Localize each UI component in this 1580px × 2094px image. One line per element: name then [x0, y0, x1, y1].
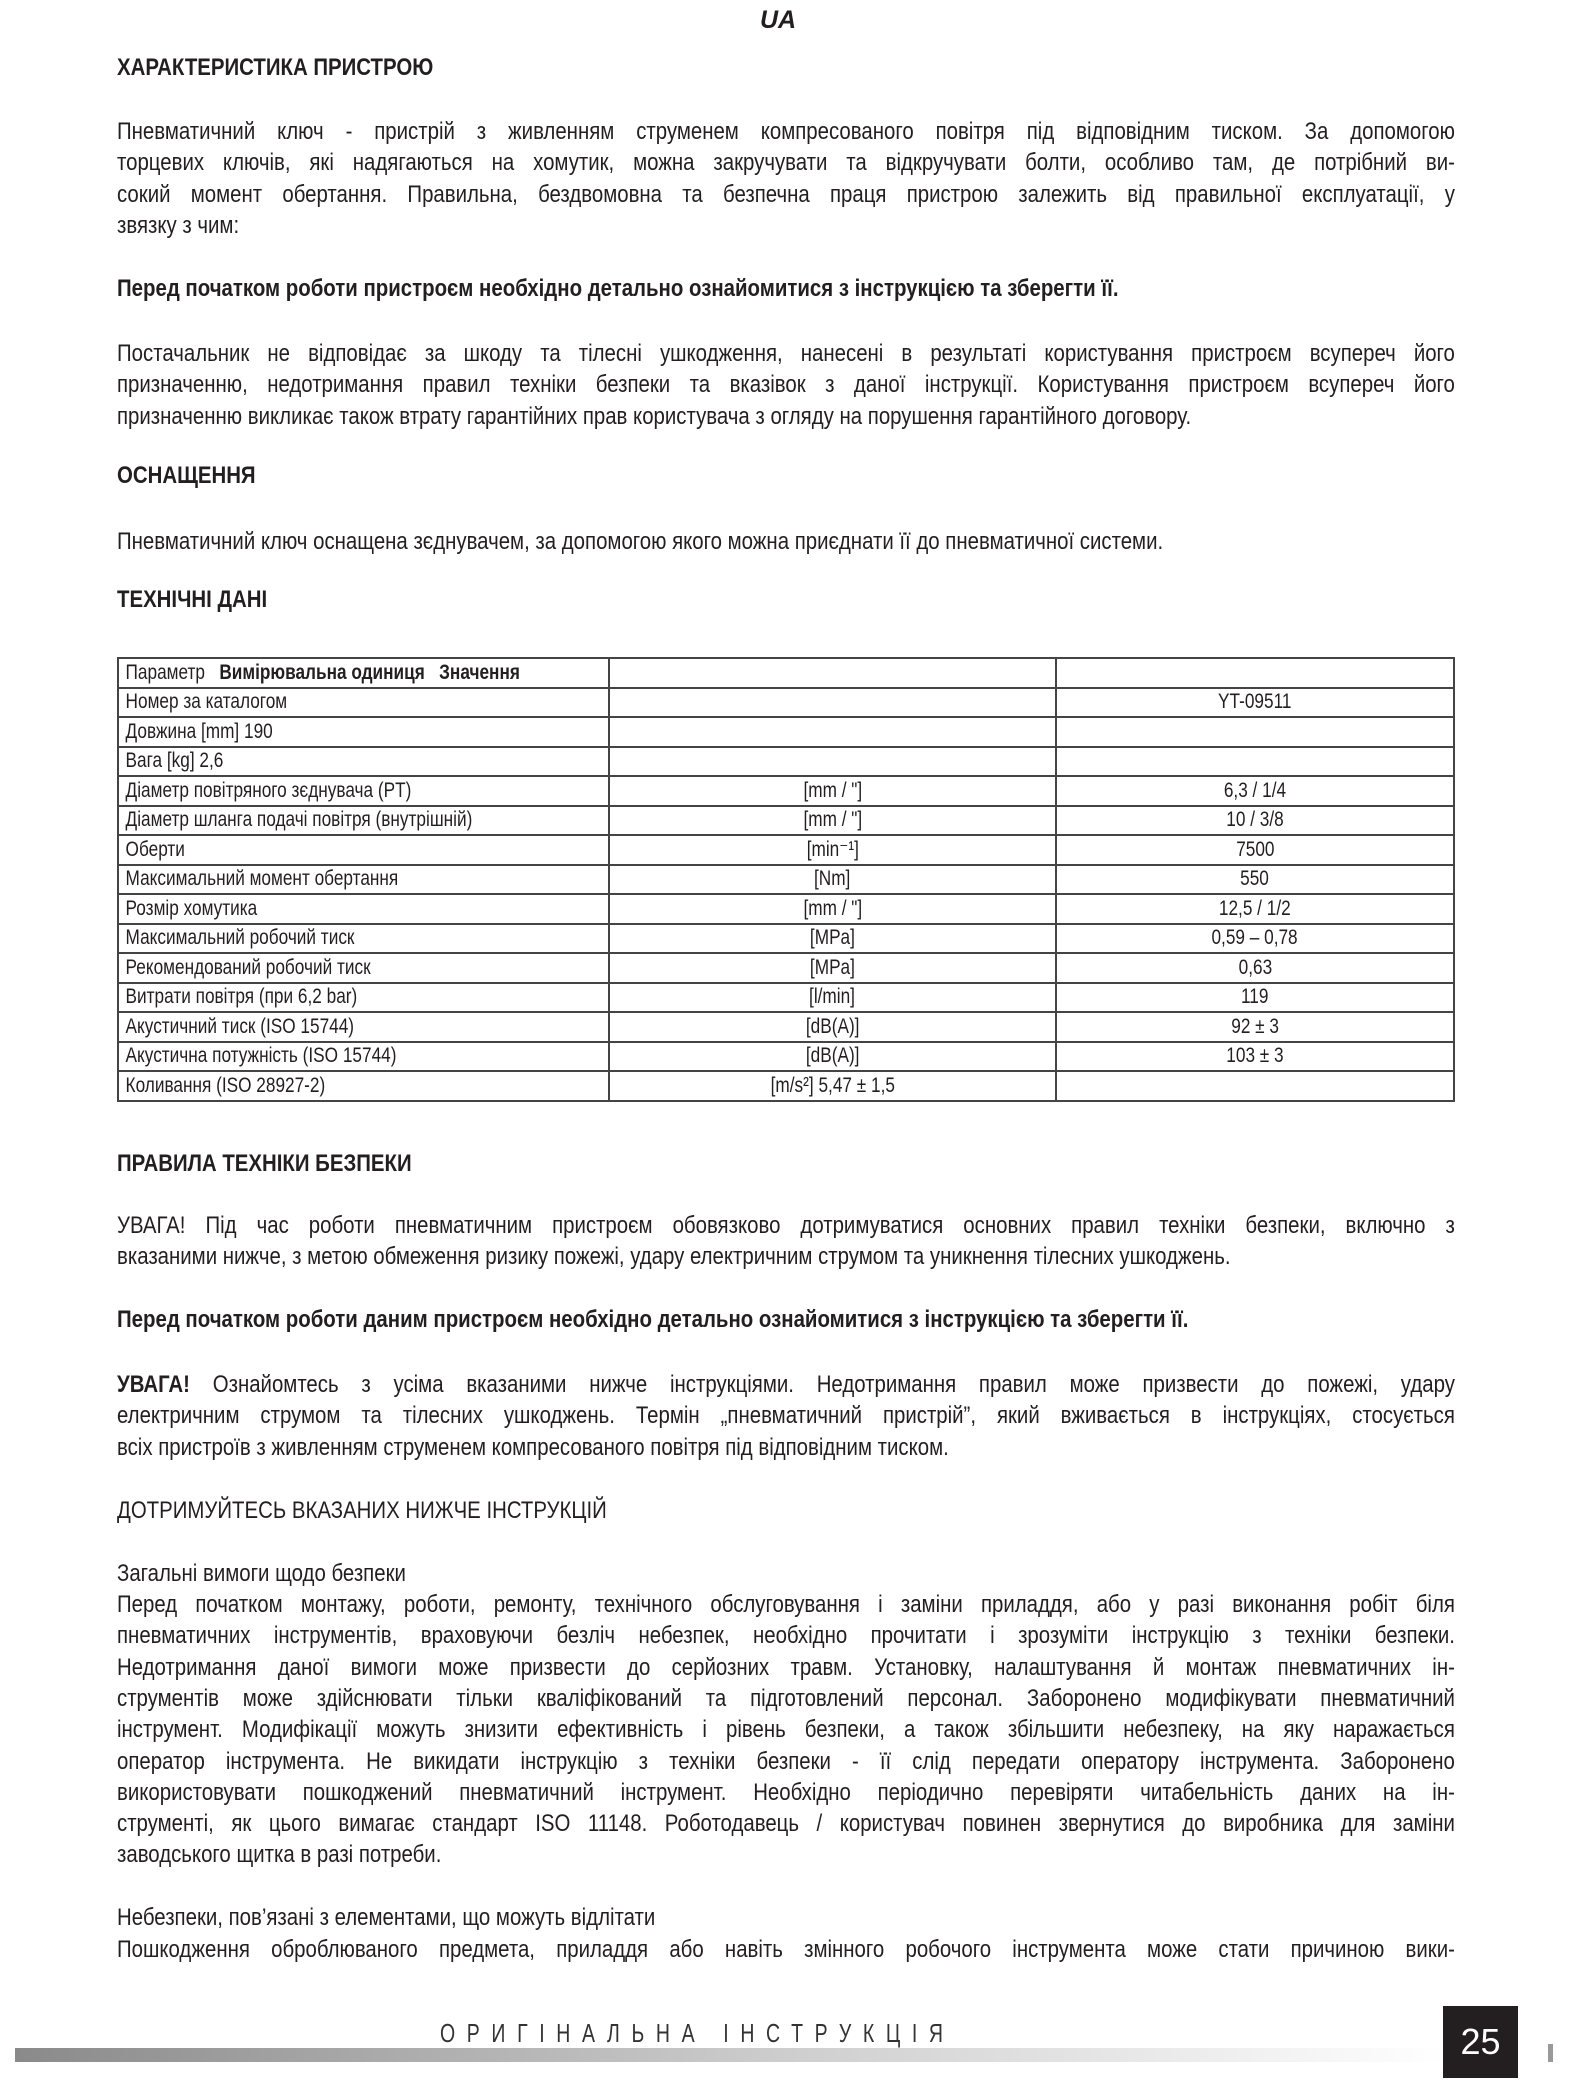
page-number: 25 — [1443, 2006, 1518, 2078]
value-cell — [1056, 865, 1454, 895]
header-value: Значення — [439, 660, 520, 684]
param-cell — [118, 688, 609, 718]
cell-text: 0,63 — [1238, 955, 1272, 979]
unit-cell — [609, 1071, 1056, 1101]
paragraph-line: Небезпеки, пов’язані з елементами, що можуть відлітати — [117, 1904, 656, 1931]
paragraph-line: Пошкодження оброблюваного предмета, приладдя або навіть змінного робочого інструмента може стати причиною вики- — [117, 1936, 1455, 1963]
cell-text: Вага [kg] 2,6 — [125, 749, 224, 773]
param-cell — [118, 776, 609, 806]
table-row — [118, 688, 1454, 718]
table-row — [118, 1012, 1454, 1042]
paragraph-line: Недотримання даної вимоги може призвести до серйозних травм. Установку, налаштування й монтаж пневматичних ін- — [117, 1653, 1455, 1681]
param-cell — [118, 894, 609, 924]
paragraph-line: УВАГА! Під час роботи пневматичним пристроєм обовязково дотримуватися основних правил техніки безпеки, включно з — [117, 1212, 1455, 1239]
unit-cell — [609, 983, 1056, 1013]
paragraph-line: Перед початком монтажу, роботи, ремонту, технічного обслуговування і заміни приладдя, або у разі виконання робіт біля — [117, 1591, 1455, 1618]
cell-text: [MPa] — [809, 926, 855, 950]
table-row — [118, 747, 1454, 777]
cell-text: [MPa] — [809, 955, 855, 979]
unit-cell — [609, 924, 1056, 954]
value-cell — [1056, 924, 1454, 954]
param-cell — [118, 1012, 609, 1042]
paragraph-line: ДОТРИМУЙТЕСЬ ВКАЗАНИХ НИЖЧЕ ІНСТРУКЦІЙ — [117, 1497, 607, 1524]
cell-text: Номер за каталогом — [125, 690, 288, 714]
unit-cell — [609, 835, 1056, 865]
paragraph-line: оператор інструмента. Не викидати інструкцію з техніки безпеки - її слід передати оператору інструмента. Заборонено — [117, 1747, 1455, 1775]
cell-text: Діаметр шланга подачі повітря (внутрішній) — [125, 808, 473, 832]
header-unit: Вимірювальна одиниця — [219, 660, 425, 684]
language-label: UA — [760, 6, 797, 34]
paragraph-line: торцевих ключів, які надягаються на хомутик, можна закручувати та відкручувати болти, особливо там, де потрібний ви- — [117, 149, 1455, 177]
paragraph-line: електричним струмом та тілесних ушкоджень. Термін „пневматичний пристрій”, який вживається в інструкціях, стосується — [117, 1402, 1455, 1430]
param-cell — [118, 924, 609, 954]
table-row — [118, 806, 1454, 836]
value-cell — [1056, 835, 1454, 865]
unit-cell — [609, 894, 1056, 924]
value-cell — [1056, 776, 1454, 806]
table-header-row — [118, 658, 1454, 688]
value-cell — [1056, 806, 1454, 836]
cell-text: [dB(A)] — [805, 1014, 860, 1038]
header-param: Параметр — [125, 660, 205, 684]
value-cell — [1056, 1042, 1454, 1072]
table-row — [118, 776, 1454, 806]
cell-text: Витрати повітря (при 6,2 bar) — [125, 985, 358, 1009]
table-row — [118, 717, 1454, 747]
unit-cell — [609, 806, 1056, 836]
cell-text: 12,5 / 1/2 — [1219, 896, 1291, 920]
bold-notice-line: Перед початком роботи даним пристроєм необхідно детально ознайомитися з інструкцією та зберегти її. — [117, 1306, 1189, 1333]
table-row — [118, 865, 1454, 895]
warning-lead: УВАГА! — [117, 1371, 190, 1398]
cell-text: [dB(A)] — [805, 1044, 860, 1068]
footer-title: ОРИГІНАЛЬНА ІНСТРУКЦІЯ — [440, 2018, 955, 2048]
param-cell — [118, 953, 609, 983]
table-row — [118, 924, 1454, 954]
cell-text: [mm / "] — [803, 778, 862, 802]
paragraph-line: Постачальник не відповідає за шкоду та тілесні ушкодження, нанесені в результаті користування пристроєм всупереч його — [117, 340, 1455, 367]
technical-data-table — [117, 657, 1455, 1102]
value-cell — [1056, 983, 1454, 1013]
edge-marker — [1548, 2044, 1553, 2062]
cell-text: Акустичний тиск (ISO 15744) — [125, 1014, 355, 1038]
cell-text: Довжина [mm] 190 — [125, 719, 273, 743]
unit-cell — [609, 1012, 1056, 1042]
param-cell — [118, 983, 609, 1013]
value-cell — [1056, 953, 1454, 983]
unit-cell — [609, 953, 1056, 983]
cell-text: [l/min] — [809, 985, 856, 1009]
cell-text: 119 — [1241, 985, 1269, 1009]
param-cell — [118, 865, 609, 895]
table-row — [118, 1042, 1454, 1072]
value-cell — [1056, 894, 1454, 924]
cell-text: Акустична потужність (ISO 15744) — [125, 1044, 397, 1068]
unit-cell — [609, 717, 1056, 747]
value-cell — [1056, 747, 1454, 777]
paragraph-line: Загальні вимоги щодо безпеки — [117, 1560, 406, 1587]
unit-cell — [609, 1042, 1056, 1072]
paragraph-line: призначенню, недотримання правил техніки безпеки та вказівок з даної інструкції. Користування пристроєм всупереч його — [117, 371, 1455, 399]
paragraph-line: Пневматичний ключ - пристрій з живленням струменем компресованого повітря під відповідним тиском. За допомогою — [117, 118, 1455, 145]
cell-text: Максимальний робочий тиск — [125, 926, 355, 950]
param-cell — [118, 1071, 609, 1101]
section-heading: ХАРАКТЕРИСТИКА ПРИСТРОЮ — [117, 54, 434, 81]
table-row — [118, 983, 1454, 1013]
cell-text: 550 — [1240, 867, 1270, 891]
cell-text: Діаметр повітряного зєднувача (PT) — [125, 778, 412, 802]
cell-text: Оберти — [125, 837, 185, 861]
unit-cell — [609, 776, 1056, 806]
cell-text: 7500 — [1235, 837, 1275, 861]
param-cell — [118, 806, 609, 836]
paragraph-line — [117, 1370, 1455, 1400]
cell-text: [min⁻¹] — [806, 838, 859, 862]
cell-text: Коливання (ISO 28927-2) — [125, 1073, 326, 1097]
cell-text: 6,3 / 1/4 — [1223, 778, 1287, 802]
paragraph-line: використовувати пошкоджений пневматичний інструмент. Необхідно періодично перевіряти читабельність даних на ін- — [117, 1778, 1455, 1806]
cell-text: [m/s²] 5,47 ± 1,5 — [770, 1073, 895, 1097]
paragraph-line: вказаними нижче, з метою обмеження ризику пожежі, удару електричним струмом та уникнення тілесних ушкоджень. — [117, 1243, 1231, 1271]
table-row — [118, 953, 1454, 983]
paragraph-text: Ознайомтесь з усіма вказаними нижче інструкціями. Недотримання правил може призвести до пожежі, удару — [189, 1371, 1455, 1398]
cell-text: YT-09511 — [1218, 690, 1292, 714]
param-cell — [118, 835, 609, 865]
paragraph-line: всіх пристроїв з живленням струменем компресованого повітря під відповідним тиском. — [117, 1433, 949, 1461]
footer-bar — [15, 2048, 1445, 2062]
value-cell — [1056, 717, 1454, 747]
cell-text: 10 / 3/8 — [1226, 808, 1284, 832]
section-heading: ТЕХНІЧНІ ДАНІ — [117, 586, 268, 613]
cell-text: Максимальний момент обертання — [125, 867, 399, 891]
param-cell — [118, 747, 609, 777]
cell-text: [mm / "] — [803, 896, 862, 920]
value-cell — [1056, 1012, 1454, 1042]
section-heading: ОСНАЩЕННЯ — [117, 462, 256, 489]
unit-cell — [609, 747, 1056, 777]
table-row — [118, 894, 1454, 924]
cell-text: 103 ± 3 — [1226, 1044, 1284, 1068]
cell-text: Розмір хомутика — [125, 896, 258, 920]
paragraph-line: призначенню викликає також втрату гарантійних прав користувача з огляду на порушення гарантійного договору. — [117, 402, 1192, 430]
cell-text: [Nm] — [814, 867, 851, 891]
paragraph-line: Пневматичний ключ оснащена зєднувачем, за допомогою якого можна приєднати її до пневматичної системи. — [117, 528, 1164, 555]
param-cell — [118, 1042, 609, 1072]
value-cell — [1056, 1071, 1454, 1101]
paragraph-line: пневматичних інструментів, враховуючи безліч небезпек, необхідно прочитати і зрозуміти інструкцію з техніки безпеки. — [117, 1622, 1455, 1650]
cell-text: [mm / "] — [803, 808, 862, 832]
table-row — [118, 1071, 1454, 1101]
paragraph-line: звязку з чим: — [117, 211, 240, 239]
bold-notice-line: Перед початком роботи пристроєм необхідно детально ознайомитися з інструкцією та зберегти її. — [117, 275, 1119, 302]
paragraph-line: заводського щитка в разі потреби. — [117, 1841, 442, 1869]
paragraph-line: інструмент. Модифікації можуть знизити ефективність і рівень безпеки, а також збільшити небезпеку, на яку наражається — [117, 1716, 1455, 1744]
unit-cell — [609, 688, 1056, 718]
paragraph-line: струментів може здійснювати тільки кваліфікований та підготовлений персонал. Заборонено модифікувати пневматичний — [117, 1684, 1455, 1712]
cell-text: 0,59 – 0,78 — [1211, 926, 1299, 950]
paragraph-line: струменті, як цього вимагає стандарт ISO 11148. Роботодавець / користувач повинен звернутися до виробника для заміни — [117, 1810, 1455, 1838]
unit-cell — [609, 865, 1056, 895]
cell-text: Рекомендований робочий тиск — [125, 955, 371, 979]
section-heading: ПРАВИЛА ТЕХНІКИ БЕЗПЕКИ — [117, 1150, 412, 1177]
value-cell — [1056, 688, 1454, 718]
param-cell — [118, 717, 609, 747]
paragraph-line: сокий момент обертання. Правильна, бездвомовна та безпечна праця пристрою залежить від правильної експлуатації, у — [117, 180, 1455, 208]
table-row — [118, 835, 1454, 865]
cell-text: 92 ± 3 — [1231, 1014, 1279, 1038]
